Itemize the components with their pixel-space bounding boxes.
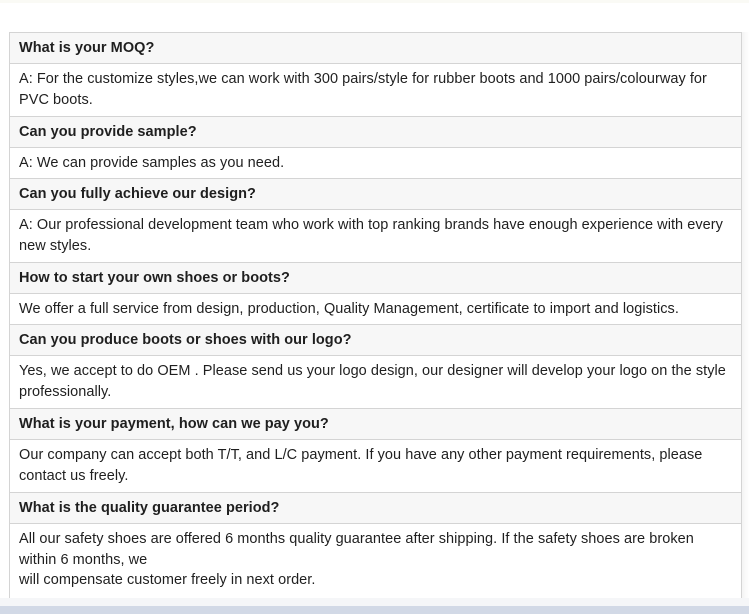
faq-question-logo: Can you produce boots or shoes with our logo? xyxy=(10,325,742,356)
faq-answer-row xyxy=(10,148,742,179)
faq-question-row xyxy=(10,325,742,356)
faq-question-moq: What is your MOQ? xyxy=(10,33,742,64)
top-strip xyxy=(0,0,749,3)
faq-answer-row xyxy=(10,64,742,117)
faq-table xyxy=(9,32,742,601)
faq-question-row xyxy=(10,409,742,440)
faq-question-start: How to start your own shoes or boots? xyxy=(10,263,742,294)
faq-answer-moq: A: For the customize styles,we can work with 300 pairs/style for rubber boots and 1000 pairs/colourway for PVC boots. xyxy=(10,64,742,117)
faq-answer-row xyxy=(10,524,742,601)
faq-question-row xyxy=(10,263,742,294)
faq-question-row xyxy=(10,33,742,64)
faq-question-row xyxy=(10,117,742,148)
faq-question-design: Can you fully achieve our design? xyxy=(10,179,742,210)
faq-answer-row xyxy=(10,440,742,493)
faq-question-row xyxy=(10,493,742,524)
faq-answer-row xyxy=(10,356,742,409)
bottom-divider xyxy=(0,598,749,606)
faq-answer-sample: A: We can provide samples as you need. xyxy=(10,148,742,179)
faq-answer-start: We offer a full service from design, production, Quality Management, certificate to import and logistics. xyxy=(10,294,742,325)
faq-question-guarantee: What is the quality guarantee period? xyxy=(10,493,742,524)
right-edge-shade xyxy=(742,32,749,598)
faq-answer-guarantee xyxy=(10,524,742,601)
faq-answer-row xyxy=(10,210,742,263)
faq-answer-row xyxy=(10,294,742,325)
faq-answer-payment: Our company can accept both T/T, and L/C payment. If you have any other payment requirements, please contact us freely. xyxy=(10,440,742,493)
faq-answer-guarantee-line-2: will compensate customer freely in next order. xyxy=(19,572,316,588)
faq-answer-design: A: Our professional development team who work with top ranking brands have enough experience with every new styles. xyxy=(10,210,742,263)
faq-question-sample: Can you provide sample? xyxy=(10,117,742,148)
faq-question-row xyxy=(10,179,742,210)
faq-answer-guarantee-line-1: All our safety shoes are offered 6 months quality guarantee after shipping. If the safety shoes are broken within 6 months, we xyxy=(19,531,694,568)
faq-answer-logo: Yes, we accept to do OEM . Please send us your logo design, our designer will develop your logo on the style professionally. xyxy=(10,356,742,409)
bottom-bar xyxy=(0,606,749,614)
faq-question-payment: What is your payment, how can we pay you? xyxy=(10,409,742,440)
